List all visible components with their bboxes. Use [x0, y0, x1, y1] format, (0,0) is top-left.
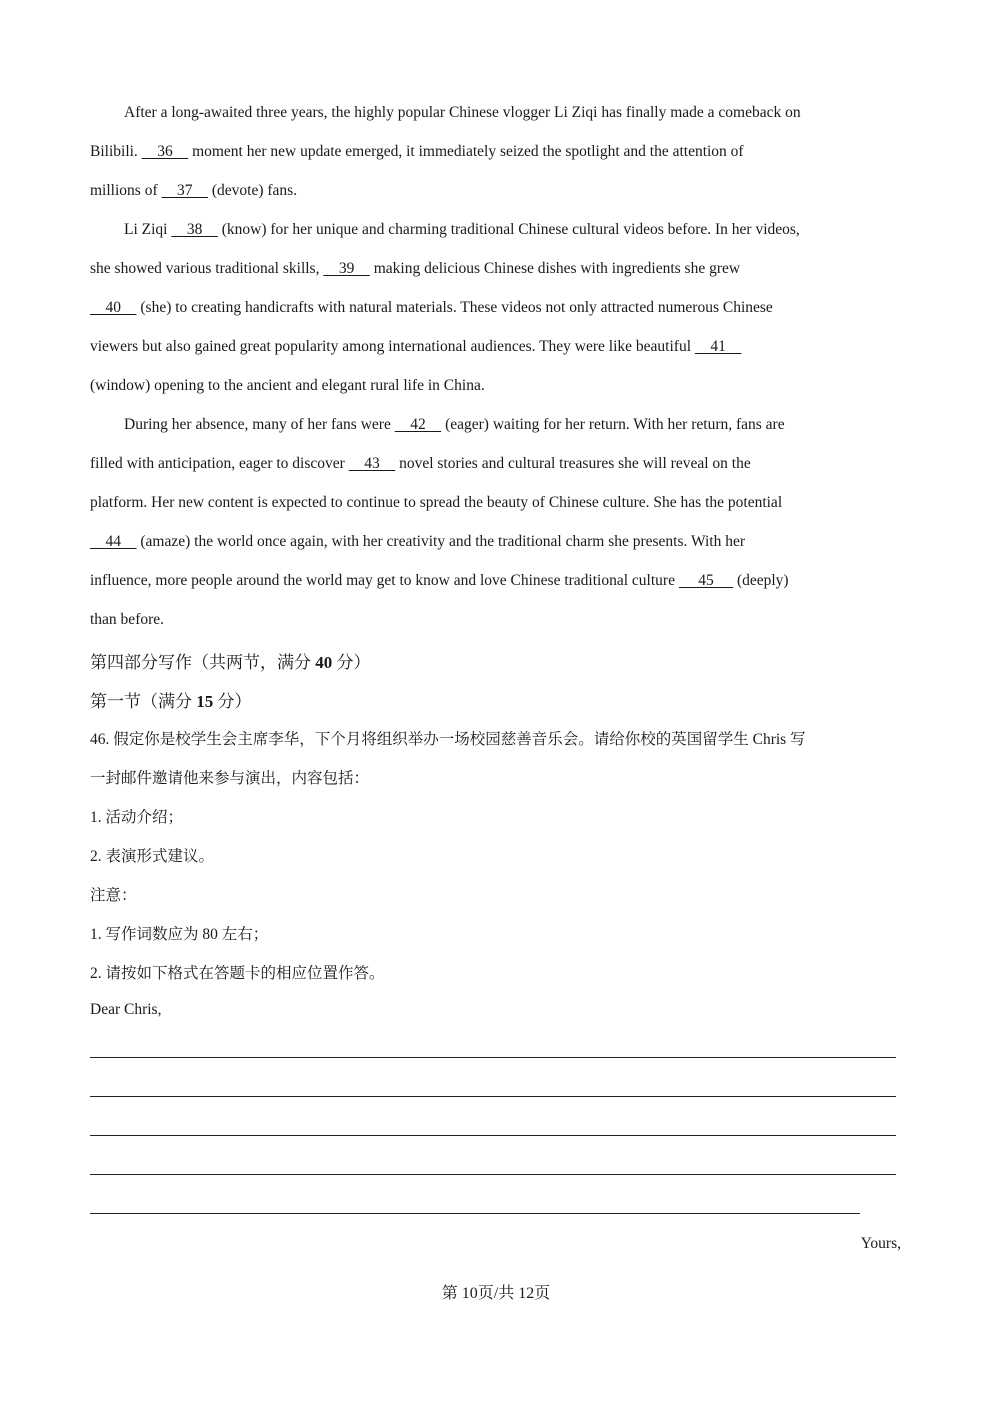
writing-line[interactable] [90, 1096, 896, 1097]
note-label: 注意： [90, 887, 137, 904]
passage-line: viewers but also gained great popularity among international audiences. They were like beautiful 41 [90, 338, 742, 355]
passage-line: Bilibili. 36 moment her new update emerged, it immediately seized the spotlight and the attention of [90, 143, 744, 160]
writing-line[interactable] [90, 1135, 896, 1136]
passage-line: platform. Her new content is expected to continue to spread the beauty of Chinese culture. She has the potential [90, 494, 783, 511]
passage-line: millions of 37 (devote) fans. [90, 182, 298, 199]
note-item: 1. 写作词数应为 80 左右； [90, 926, 269, 943]
passage-line: After a long-awaited three years, the highly popular Chinese vlogger Li Ziqi has finally made a comeback on [124, 104, 801, 121]
requirement-item: 2. 表演形式建议。 [90, 848, 215, 865]
writing-line[interactable] [90, 1174, 896, 1175]
blank-39[interactable]: 39 [323, 260, 370, 277]
passage-line: 44 (amaze) the world once again, with her creativity and the traditional charm she presents. With her [90, 533, 746, 550]
passage-line: 40 (she) to creating handicrafts with natural materials. These videos not only attracted numerous Chinese [90, 299, 773, 316]
blank-44[interactable]: 44 [90, 533, 137, 550]
letter-closing: Yours, [860, 1235, 901, 1252]
blank-36[interactable]: 36 [141, 143, 189, 160]
section-heading: 第一节（满分 15 分） [90, 692, 252, 711]
passage-line: (window) opening to the ancient and elegant rural life in China. [90, 377, 485, 394]
passage-line: filled with anticipation, eager to discover 43 novel stories and cultural treasures she will reveal on the [90, 455, 751, 472]
writing-line[interactable] [90, 1057, 896, 1058]
blank-43[interactable]: 43 [348, 455, 396, 472]
passage-line: During her absence, many of her fans were 42 (eager) waiting for her return. With her return, fans are [124, 416, 785, 433]
blank-40[interactable]: 40 [90, 299, 137, 316]
writing-line[interactable] [90, 1213, 860, 1214]
part-heading: 第四部分写作（共两节，满分 40 分） [90, 653, 371, 672]
passage-line: Li Ziqi 38 (know) for her unique and charming traditional Chinese cultural videos before. In her videos, [124, 221, 800, 238]
blank-37[interactable]: 37 [161, 182, 208, 199]
question-prompt: 一封邮件邀请他来参与演出，内容包括： [90, 770, 370, 787]
note-item: 2. 请按如下格式在答题卡的相应位置作答。 [90, 965, 385, 982]
blank-45[interactable]: 45 [678, 572, 734, 589]
page-number: 第 10页/共 12页 [441, 1285, 551, 1302]
letter-greeting: Dear Chris, [90, 1001, 162, 1018]
requirement-item: 1. 活动介绍； [90, 809, 184, 826]
question-prompt: 46. 假定你是校学生会主席李华，下个月将组织举办一场校园慈善音乐会。请给你校的英国留学生 Chris 写 [90, 731, 806, 748]
passage-line: influence, more people around the world may get to know and love Chinese traditional culture 45 (deeply) [90, 572, 789, 589]
passage-line: than before. [90, 611, 165, 628]
passage-line: she showed various traditional skills, 39 making delicious Chinese dishes with ingredients she grew [90, 260, 741, 277]
blank-42[interactable]: 42 [394, 416, 442, 433]
blank-41[interactable]: 41 [694, 338, 742, 355]
blank-38[interactable]: 38 [171, 221, 218, 238]
